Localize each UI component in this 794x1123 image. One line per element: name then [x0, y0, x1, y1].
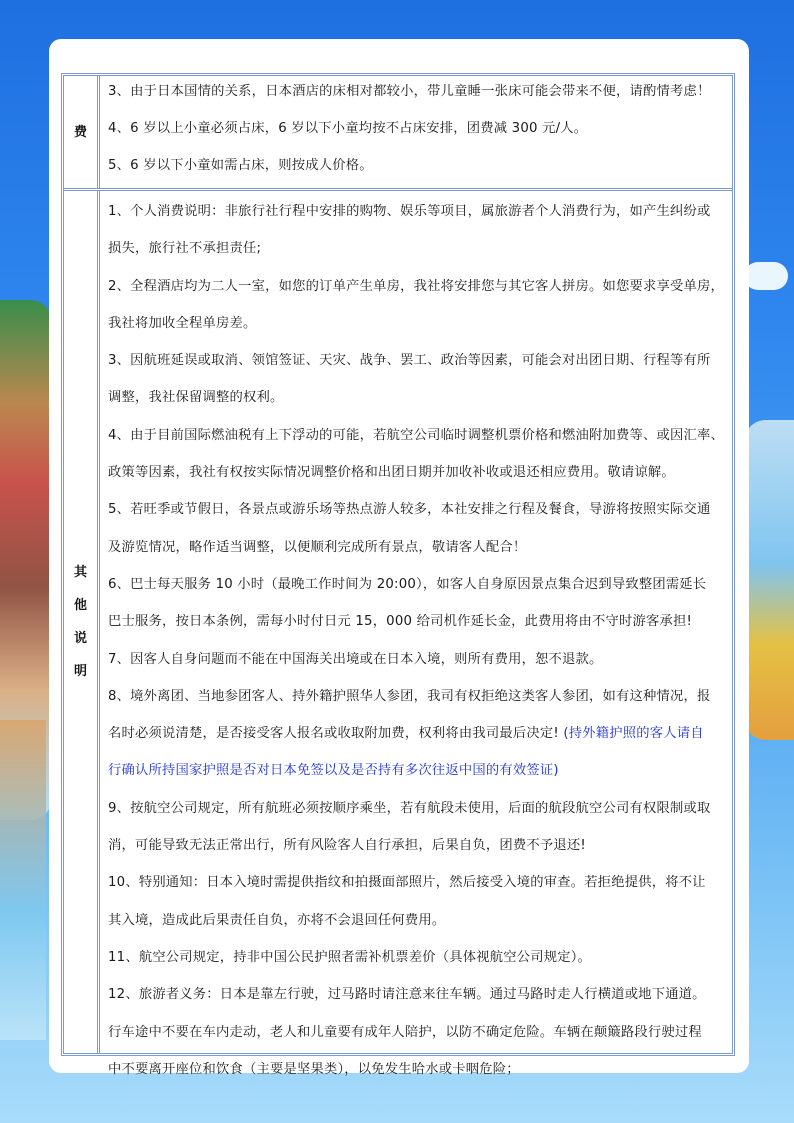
note-line: 2、全程酒店均为二人一室，如您的订单产生单房，我社将安排您与其它客人拼房。如您要求享受单房， — [108, 278, 725, 294]
fee-line: 5、6 岁以下小童如需占床，则按成人价格。 — [108, 158, 373, 173]
note-line: 4、由于目前国际燃油税有上下浮动的可能，若航空公司临时调整机票价格和燃油附加费等、或因汇率、 — [108, 427, 725, 443]
decorative-cloud — [744, 262, 788, 290]
other-notes-label-cell — [64, 191, 100, 1053]
note-line-mixed — [108, 715, 726, 752]
note-line: 5、若旺季或节假日，各景点或游乐场等热点游人较多，本社安排之行程及餐食，导游将按照实际交通 — [108, 502, 711, 518]
note-line: 我社将加收全程单房差。 — [108, 315, 257, 331]
other-notes-label-char: 明 — [73, 664, 87, 679]
other-notes-label-char: 他 — [73, 598, 87, 613]
other-notes-label-char: 其 — [73, 565, 87, 580]
other-notes-label-char: 说 — [73, 631, 87, 646]
note-line: 7、因客人自身问题而不能在中国海关出境或在日本入境，则所有费用，恕不退款。 — [108, 651, 603, 667]
note-highlight-text: (持外籍护照的客人请自 — [558, 726, 704, 742]
note-line: 损失，旅行社不承担责任; — [108, 241, 262, 257]
note-line: 及游览情况，略作适当调整，以便顺利完成所有景点，敬请客人配合！ — [108, 539, 527, 555]
note-line: 12、旅游者义务：日本是靠左行驶，过马路时请注意来往车辆。通过马路时走人行横道或地下通道。 — [108, 987, 706, 1003]
fee-line: 3、由于日本国情的关系，日本酒店的床相对都较小，带儿童睡一张床可能会带来不便，请酌情考虑！ — [108, 84, 711, 99]
note-line: 9、按航空公司规定，所有航班必须按顺序乘坐，若有航段未使用，后面的航段航空公司有权限制或取 — [108, 800, 711, 816]
note-line-text: 名时必须说清楚，是否接受客人报名或收取附加费，权利将由我司最后决定! — [108, 726, 559, 742]
note-line: 8、境外离团、当地参团客人、持外籍护照华人参团，我司有权拒绝这类客人参团，如有这种情况，报 — [108, 688, 711, 704]
terms-table — [61, 73, 735, 1077]
other-notes-content — [108, 193, 726, 1088]
fee-line: 4、6 岁以上小童必须占床，6 岁以下小童均按不占床安排，团费减 300 元/人。 — [108, 121, 588, 136]
note-line: 6、巴士每天服务 10 小时（最晚工作时间为 20:00），如客人自身原因景点集合迟到导致整团需延长 — [108, 576, 707, 592]
note-line: 10、特别通知：日本入境时需提供指纹和拍摄面部照片，然后接受入境的审查。若拒绝提供，将不让 — [108, 875, 706, 891]
decorative-scenery-left-lower — [0, 720, 46, 1040]
note-line: 3、因航班延误或取消、领馆签证、天灾、战争、罢工、政治等因素，可能会对出团日期、行程等有所 — [108, 353, 711, 369]
note-line: 其入境，造成此后果责任自负，亦将不会退回任何费用。 — [108, 912, 446, 928]
fee-section-row — [64, 76, 732, 191]
note-line: 消，可能导致无法正常出行，所有风险客人自行承担，后果自负，团费不予退还! — [108, 838, 586, 854]
fee-section-label: 费 — [73, 124, 87, 140]
note-line: 1、个人消费说明：非旅行社行程中安排的购物、娱乐等项目，属旅游者个人消费行为，如产生纠纷或 — [108, 204, 711, 219]
note-line: 调整，我社保留调整的权利。 — [108, 390, 284, 406]
other-notes-section-row — [64, 191, 732, 1077]
note-highlight-line: 行确认所持国家护照是否对日本免签以及是否持有多次往返中国的有效签证) — [108, 763, 559, 779]
note-line: 政策等因素，我社有权按实际情况调整价格和出团日期并加收补收或退还相应费用。敬请谅解。 — [108, 465, 675, 481]
note-line: 11、航空公司规定，持非中国公民护照者需补机票差价（具体视航空公司规定）。 — [108, 949, 592, 965]
note-line: 中不要离开座位和饮食（主要是坚果类），以免发生哈水或卡咽危险； — [108, 1061, 520, 1077]
decorative-scenery-right — [744, 420, 794, 740]
note-line: 巴士服务，按日本条例，需每小时付日元 15，000 给司机作延长金，此费用将由不守时游客承担! — [108, 614, 693, 630]
fee-section-content — [108, 81, 726, 192]
note-line: 行车途中不要在车内走动，老人和儿童要有成年人陪护，以防不确定危险。车辆在颠簸路段行驶过程 — [108, 1024, 702, 1040]
fee-section-label-cell — [64, 76, 100, 188]
